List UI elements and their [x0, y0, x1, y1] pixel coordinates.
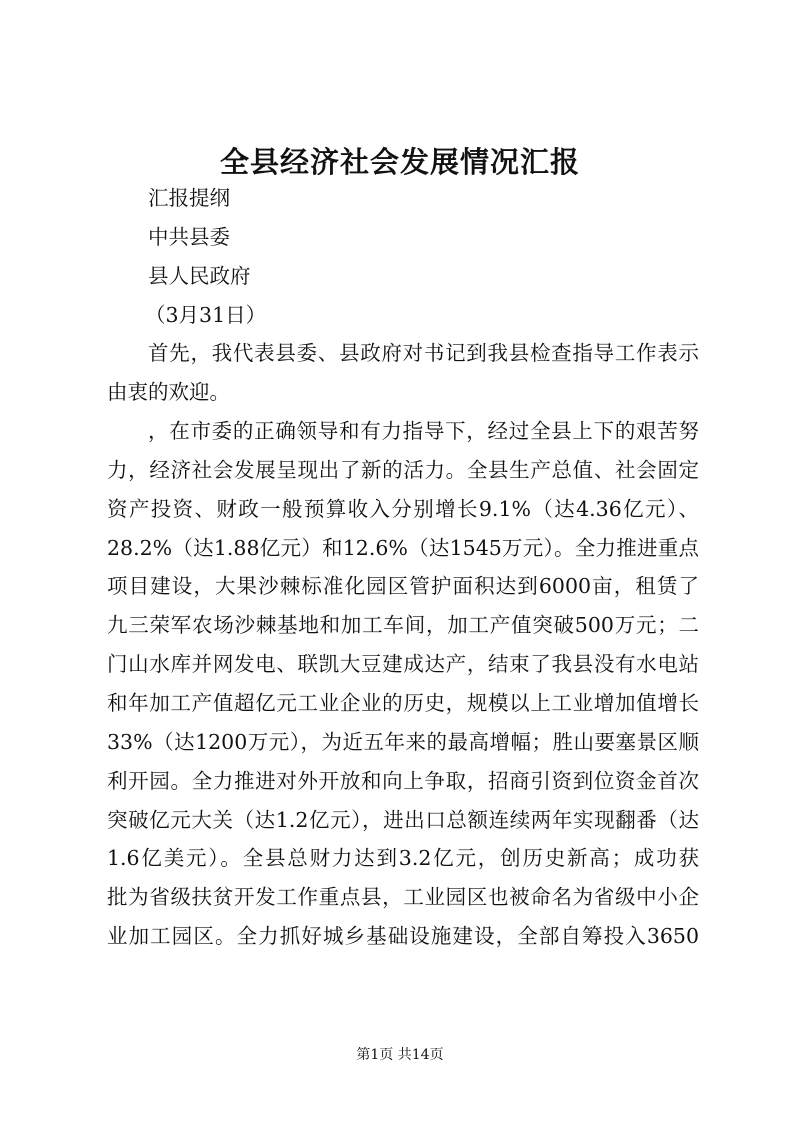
outline-label: 汇报提纲 [148, 186, 230, 210]
paragraph-line: 业加工园区。全力抓好城乡基础设施建设，全部自筹投入3650 [107, 924, 699, 949]
issuer-committee: 中共县委 [148, 224, 230, 249]
issuer-government: 县人民政府 [148, 263, 251, 288]
paragraph-line: 首先，我代表县委、县政府对书记到我县检查指导工作表示 [148, 341, 699, 366]
paragraph-line: 突破亿元大关（达1.2亿元），进出口总额连续两年实现翻番（达 [107, 807, 699, 832]
paragraph-line: 九三荣军农场沙棘基地和加工车间，加工产值突破500万元；二 [107, 613, 699, 638]
paragraph-line: 力，经济社会发展呈现出了新的活力。全县生产总值、社会固定 [107, 457, 699, 482]
paragraph-line: 项目建设，大果沙棘标准化园区管护面积达到6000亩，租赁了 [107, 574, 699, 599]
paragraph-line: 和年加工产值超亿元工业企业的历史，规模以上工业增加值增长 [107, 690, 699, 715]
paragraph-line: 门山水库并网发电、联凯大豆建成达产，结束了我县没有水电站 [107, 652, 699, 677]
report-date: （3月31日） [145, 302, 267, 327]
paragraph-line: 批为省级扶贫开发工作重点县，工业园区也被命名为省级中小企 [107, 885, 699, 910]
paragraph-line: 33%（达1200万元），为近五年来的最高增幅；胜山要塞景区顺 [107, 729, 699, 754]
document-body [107, 179, 699, 956]
paragraph-line: 利开园。全力推进对外开放和向上争取，招商引资到位资金首次 [107, 768, 699, 793]
paragraph-line: 由衷的欢迎。 [107, 380, 230, 405]
page-number: 第1页 共14页 [356, 1047, 444, 1063]
paragraph-line: 1.6亿美元）。全县总财力达到3.2亿元，创历史新高；成功获 [107, 846, 699, 871]
paragraph-line: 资产投资、财政一般预算收入分别增长9.1%（达4.36亿元）、 [107, 496, 699, 521]
document-title: 全县经济社会发展情况汇报 [219, 145, 580, 179]
paragraph-line: 28.2%（达1.88亿元）和12.6%（达1545万元）。全力推进重点 [107, 535, 699, 560]
paragraph-line: ，在市委的正确领导和有力指导下，经过全县上下的艰苦努 [148, 419, 699, 444]
